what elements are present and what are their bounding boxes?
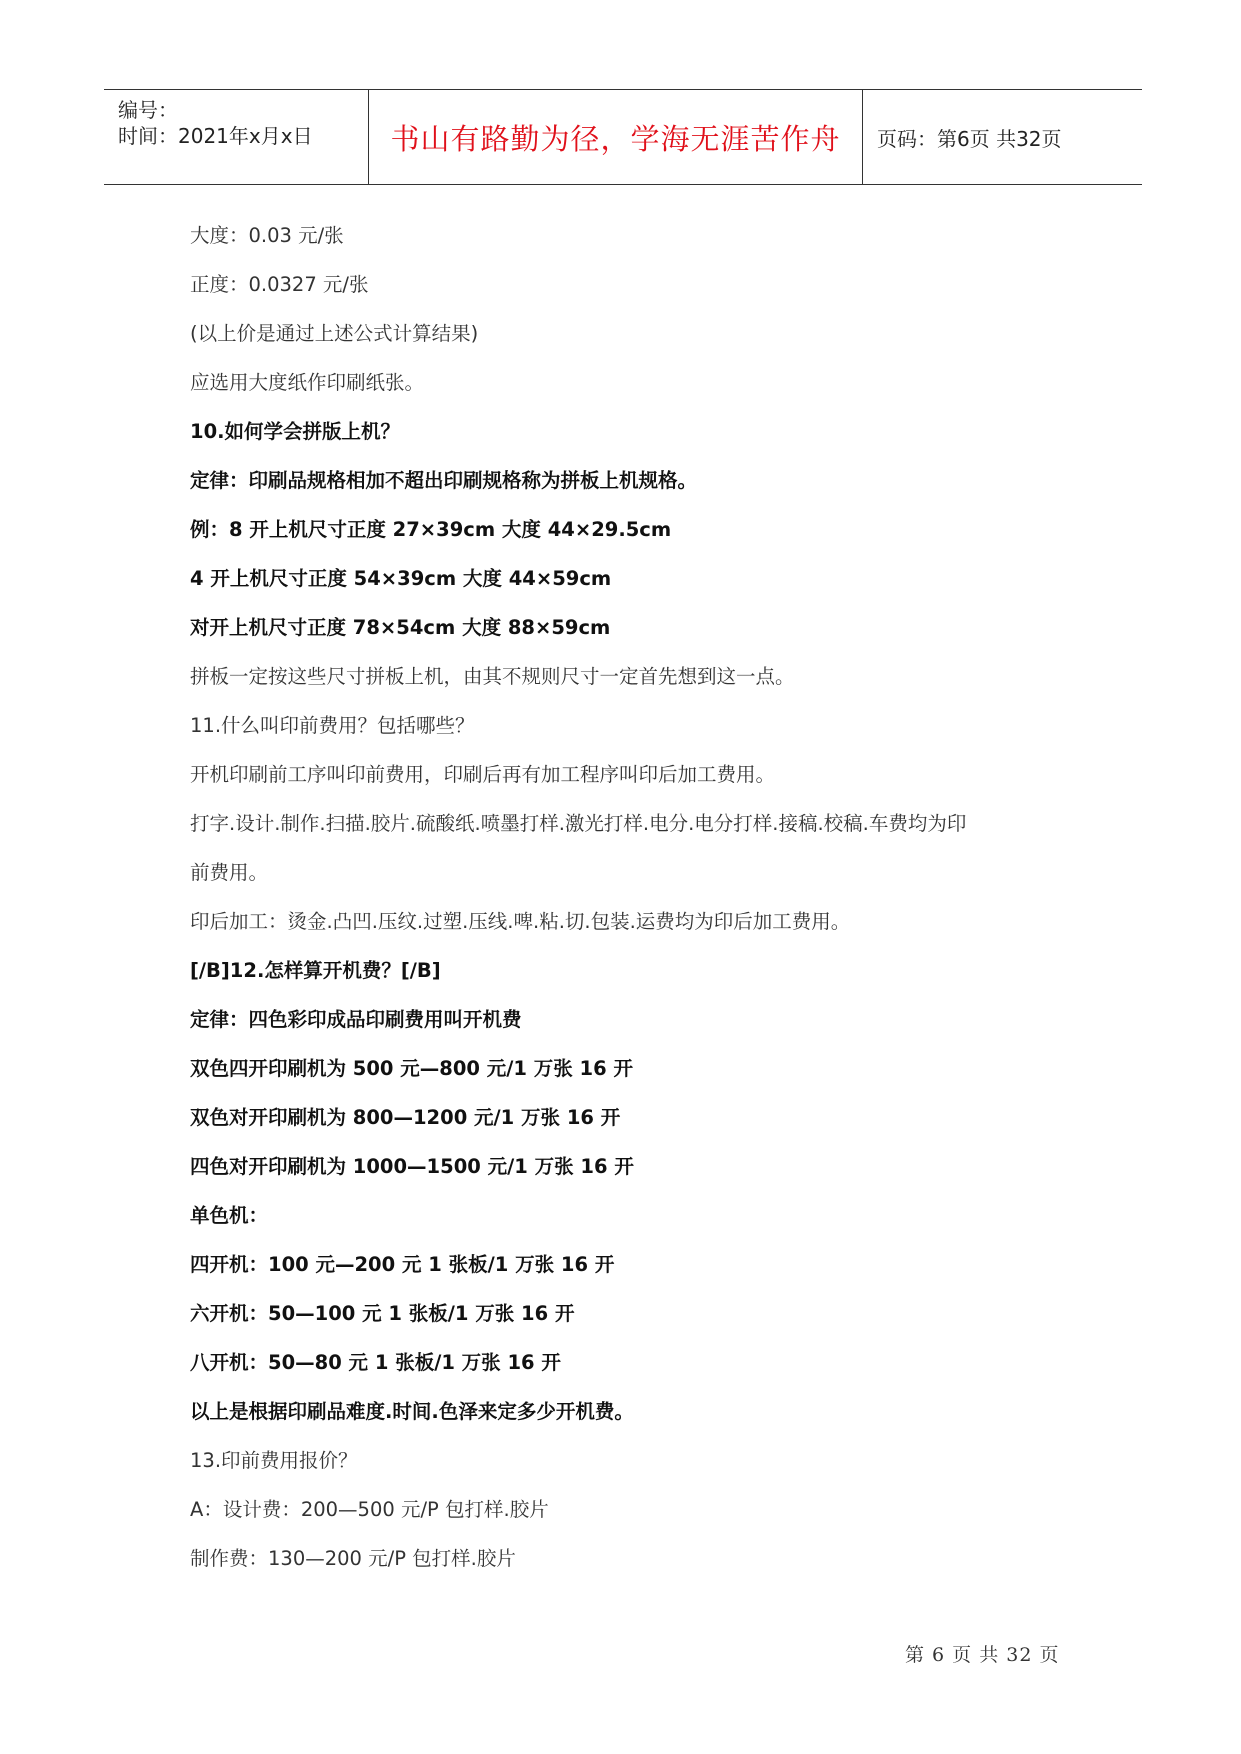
paragraph-line: 应选用大度纸作印刷纸张。	[190, 371, 425, 394]
paragraph-line: 正度：0.0327 元/张	[190, 273, 369, 296]
time-label: 时间：2021年x月x日	[118, 124, 313, 148]
paragraph-line: 六开机：50—100 元 1 张板/1 万张 16 开	[190, 1302, 575, 1325]
paragraph-line: (以上价是通过上述公式计算结果)	[190, 322, 479, 345]
paragraph-line: 前费用。	[190, 861, 269, 884]
document-body	[190, 220, 1070, 1592]
paragraph-line: 定律：四色彩印成品印刷费用叫开机费	[190, 1008, 522, 1031]
paragraph-line: 双色对开印刷机为 800—1200 元/1 万张 16 开	[190, 1106, 621, 1129]
paragraph-line: 定律：印刷品规格相加不超出印刷规格称为拼板上机规格。	[190, 469, 698, 492]
page-footer: 第 6 页 共 32 页	[905, 1644, 1060, 1666]
page-info: 页码：第6页 共32页	[877, 126, 1062, 151]
number-label: 编号：	[118, 98, 178, 122]
paragraph-line: 打字.设计.制作.扫描.胶片.硫酸纸.喷墨打样.激光打样.电分.电分打样.接稿.校稿.车费均为印	[190, 812, 967, 835]
paragraph-line: 13.印前费用报价？	[190, 1449, 358, 1472]
paragraph-line: 11.什么叫印前费用？包括哪些？	[190, 714, 475, 737]
paragraph-line: 开机印刷前工序叫印前费用，印刷后再有加工程序叫印后加工费用。	[190, 763, 776, 786]
paragraph-line: 四色对开印刷机为 1000—1500 元/1 万张 16 开	[190, 1155, 634, 1178]
header-page-cell	[863, 90, 1142, 184]
paragraph-line: 八开机：50—80 元 1 张板/1 万张 16 开	[190, 1351, 561, 1374]
paragraph-line: 四开机：100 元—200 元 1 张板/1 万张 16 开	[190, 1253, 615, 1276]
paragraph-line: [/B]12.怎样算开机费？[/B]	[190, 959, 441, 982]
paragraph-line: 印后加工：烫金.凸凹.压纹.过塑.压线.啤.粘.切.包装.运费均为印后加工费用。	[190, 910, 851, 933]
header-motto-cell	[369, 90, 863, 184]
paragraph-line: 双色四开印刷机为 500 元—800 元/1 万张 16 开	[190, 1057, 633, 1080]
paragraph-line: 4 开上机尺寸正度 54×39cm 大度 44×59cm	[190, 567, 612, 590]
paragraph-line: 单色机：	[190, 1204, 269, 1227]
paragraph-line: 以上是根据印刷品难度.时间.色泽来定多少开机费。	[190, 1400, 634, 1423]
paragraph-line: 例：8 开上机尺寸正度 27×39cm 大度 44×29.5cm	[190, 518, 672, 541]
header-left-cell	[104, 90, 369, 184]
paragraph-line: 大度：0.03 元/张	[190, 224, 344, 247]
page-header	[104, 89, 1142, 185]
paragraph-line: 对开上机尺寸正度 78×54cm 大度 88×59cm	[190, 616, 611, 639]
motto-text: 书山有路勤为径，学海无涯苦作舟	[390, 121, 841, 156]
paragraph-line: 制作费：130—200 元/P 包打样.胶片	[190, 1547, 516, 1570]
paragraph-line: 拼板一定按这些尺寸拼板上机，由其不规则尺寸一定首先想到这一点。	[190, 665, 795, 688]
paragraph-line: A：设计费：200—500 元/P 包打样.胶片	[190, 1498, 549, 1521]
paragraph-line: 10.如何学会拼版上机？	[190, 420, 401, 443]
